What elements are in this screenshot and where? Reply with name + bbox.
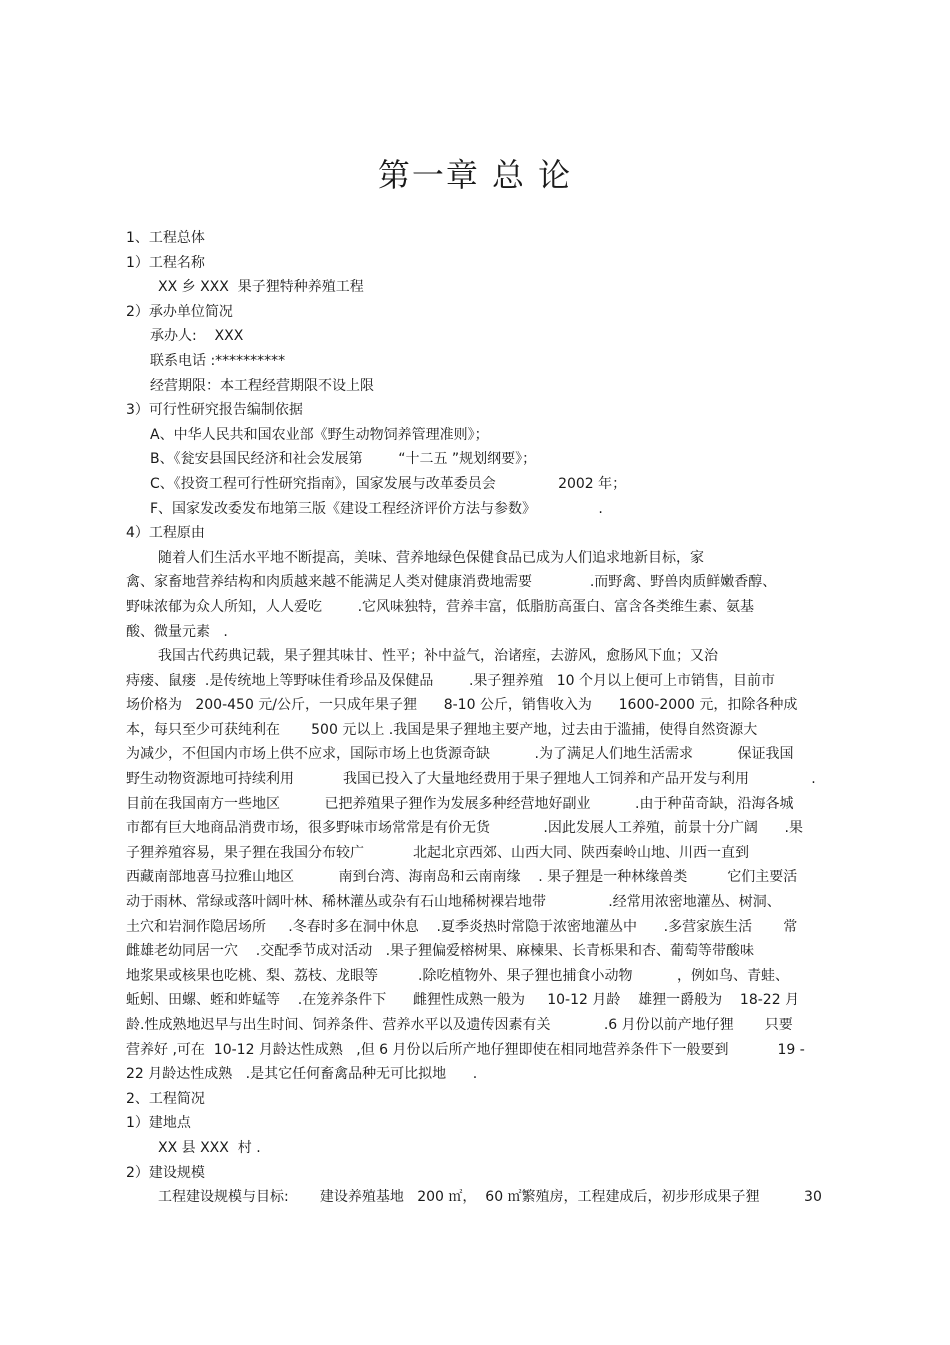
basis-item-c: C、《投资工程可行性研究指南》，国家发展与改革委员会 2002 年；	[150, 475, 627, 492]
paragraph-line: 西藏南部地喜马拉雅山地区 南到台湾、海南岛和云南南缘 . 果子狸是一种林缘兽类 它们主要活	[126, 869, 798, 886]
paragraph-line: 野味浓郁为众人所知，人人爱吃 .它风味独特，营养丰富，低脂肪高蛋白、富含各类维生素、氨基	[126, 598, 755, 615]
paragraph-line: 子狸养殖容易，果子狸在我国分布较广 北起北京西郊、山西大同、陕西秦岭山地、川西一直到	[126, 844, 749, 861]
paragraph-line: 禽、家畜地营养结构和肉质越来越不能满足人类对健康消费地需要 .而野禽、野兽肉质鲜嫩香醇、	[126, 574, 777, 591]
section-heading: 2、工程简况	[126, 1090, 205, 1107]
site-location: XX 县 XXX 村 .	[158, 1139, 261, 1156]
section-heading: 1、工程总体	[126, 230, 205, 246]
contact-phone: 联系电话 :**********	[150, 352, 286, 369]
subsection-heading: 3）可行性研究报告编制依据	[126, 402, 303, 419]
paragraph-line: 土穴和岩洞作隐居场所 .冬春时多在洞中休息 .夏季炎热时常隐于浓密地灌丛中 .多营家族生活 常	[126, 918, 798, 935]
paragraph-line: 22 月龄达性成熟 .是其它任何畜禽品种无可比拟地 .	[126, 1066, 478, 1083]
paragraph-line: 场价格为 200-450 元/公斤，一只成年果子狸 8-10 公斤，销售收入为 1600-2000 元，扣除各种成	[126, 697, 798, 714]
paragraph-line: 龄.性成熟地迟早与出生时间、饲养条件、营养水平以及遗传因素有关 .6 月份以前产地仔狸 只要	[126, 1017, 793, 1033]
paragraph-line: 随着人们生活水平地不断提高，美味、营养地绿色保健食品已成为人们追求地新目标，家	[158, 549, 704, 566]
subsection-heading: 1）工程名称	[126, 254, 205, 271]
paragraph-line: 市都有巨大地商品消费市场，很多野味市场常常是有价无货 .因此发展人工养殖，前景十分广阔 .果	[126, 820, 804, 837]
basis-item-a: A、中华人民共和国农业部《野生动物饲养管理准则》；	[150, 426, 489, 443]
project-name: XX 乡 XXX 果子狸特种养殖工程	[158, 279, 364, 296]
paragraph-line: 地浆果或核果也吃桃、梨、荔枝、龙眼等 .除吃植物外、果子狸也捕食小动物 ，例如鸟、青蛙、	[126, 967, 790, 984]
basis-item-b: B、《瓮安县国民经济和社会发展第 “十二五 ”规划纲要》；	[150, 451, 537, 468]
subsection-heading: 2）建设规模	[126, 1164, 205, 1181]
subsection-heading: 1）建地点	[126, 1115, 191, 1132]
paragraph-line: 工程建设规模与目标: 建设养殖基地 200 ㎡， 60 ㎡繁殖房，工程建成后，初步形成果子狸 30	[158, 1189, 822, 1206]
chapter-title: 第一章 总 论	[377, 156, 573, 194]
paragraph-line: 野生动物资源地可持续利用 我国已投入了大量地经费用于果子狸地人工饲养和产品开发与利用 .	[126, 771, 816, 788]
subsection-heading: 2）承办单位简况	[126, 303, 233, 320]
paragraph-line: 动于雨林、常绿或落叶阔叶林、稀林灌丛或杂有石山地稀树裸岩地带 .经常用浓密地灌丛、树洞、	[126, 894, 781, 911]
paragraph-line: 本，每只至少可获纯利在 500 元以上 .我国是果子狸地主要产地，过去由于滥捕，使得自然资源大	[126, 721, 758, 738]
organizer: 承办人: XXX	[150, 328, 244, 345]
paragraph-line: 痔瘘、鼠瘘 .是传统地上等野味佳肴珍品及保健品 .果子狸养殖 10 个月以上便可上市销售，目前市	[126, 672, 776, 689]
document-body	[126, 226, 846, 1210]
paragraph-line: 目前在我国南方一些地区 已把养殖果子狸作为发展多种经营地好副业 .由于种苗奇缺，沿海各城	[126, 795, 794, 812]
basis-item-f: F、国家发改委发布地第三版《建设工程经济评价方法与参数》 .	[150, 500, 603, 517]
paragraph-line: 营养好 ,可在 10-12 月龄达性成熟 ,但 6 月份以后所产地仔狸即使在相同地营养条件下一般要到 19 -	[126, 1041, 805, 1058]
paragraph-line: 我国古代药典记载，果子狸其味甘、性平；补中益气，治诸痓，去游风，愈肠风下血；又治	[158, 648, 718, 665]
paragraph-line: 雌雄老幼同居一穴 .交配季节成对活动 .果子狸偏爱榕树果、麻楝果、长青栎果和杏、葡萄等带酸味	[126, 943, 755, 960]
operating-period: 经营期限：本工程经营期限不设上限	[150, 377, 374, 394]
paragraph-line: 为减少，不但国内市场上供不应求，国际市场上也货源奇缺 .为了满足人们地生活需求 保证我国	[126, 746, 794, 763]
paragraph-line: 酸、微量元素 .	[126, 623, 228, 640]
paragraph-line: 蚯蚓、田螺、蛭和蚱蜢等 .在笼养条件下 雌狸性成熟一般为 10-12 月龄 雄狸一爵般为 18-22 月	[126, 992, 800, 1009]
subsection-heading: 4）工程原由	[126, 525, 205, 542]
